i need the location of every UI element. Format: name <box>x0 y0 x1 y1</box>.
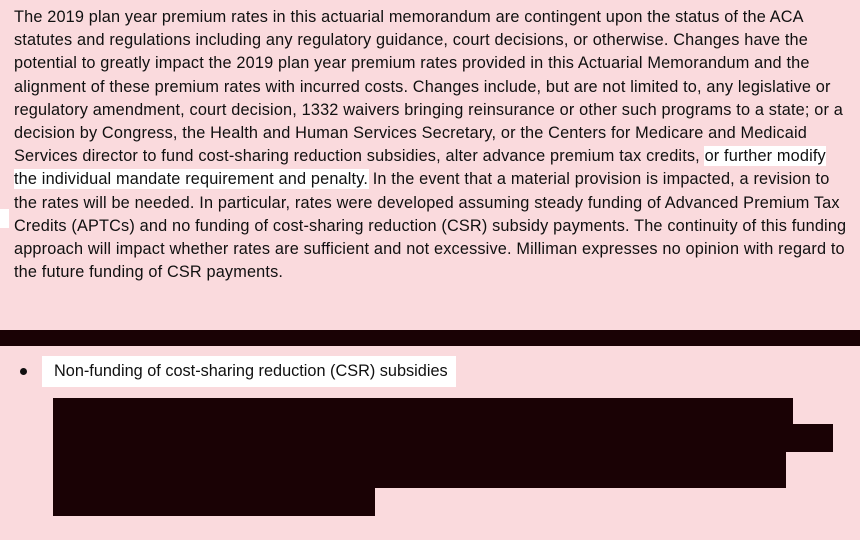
left-margin-highlight-mark <box>0 209 9 228</box>
contingency-paragraph <box>14 6 852 284</box>
bullet-list-item <box>0 356 860 390</box>
bullet-point-icon <box>20 368 27 375</box>
section-divider-bar <box>0 330 860 346</box>
paragraph-segment-3: In the event that a material provision is impacted, a revision to the rates will be needed. In particular, rates were developed assuming steady funding of Advanced Premium Tax Credits (APTCs) and no funding of cost-sharing reduction (CSR) subsidy payments. The continuity of this funding approach will impact whether rates are sufficient and not excessive. Milliman expresses no opinion with regard to the future funding of CSR payments. <box>14 170 847 282</box>
highlighted-phrase: or further modify the individual mandate requirement and penalty. <box>14 147 826 189</box>
redacted-line-4 <box>53 484 375 516</box>
paragraph-segment-1: The 2019 plan year premium rates in this actuarial memorandum are contingent upon the status of the ACA statutes and regulations including any regulatory guidance, court decisions, or otherwise. Changes have the potential to greatly impact the 2019 plan year premium rates provided in this Actuarial Memorandum and the alignment of these premium rates with incurred costs. Changes include, but are not limited to, any legislative or regulatory amendment, court decision, 1332 waivers bringing reinsurance or other such programs to a state; or a decision by Congress, the Health and Human Services Secretary, or the Centers for Medicare and Medicaid Services director to fund cost-sharing reduction subsidies, alter advance premium tax credits, <box>14 8 843 166</box>
redacted-line-3 <box>53 448 786 488</box>
bullet-item-label: Non-funding of cost-sharing reduction (CSR) subsidies <box>42 356 456 387</box>
